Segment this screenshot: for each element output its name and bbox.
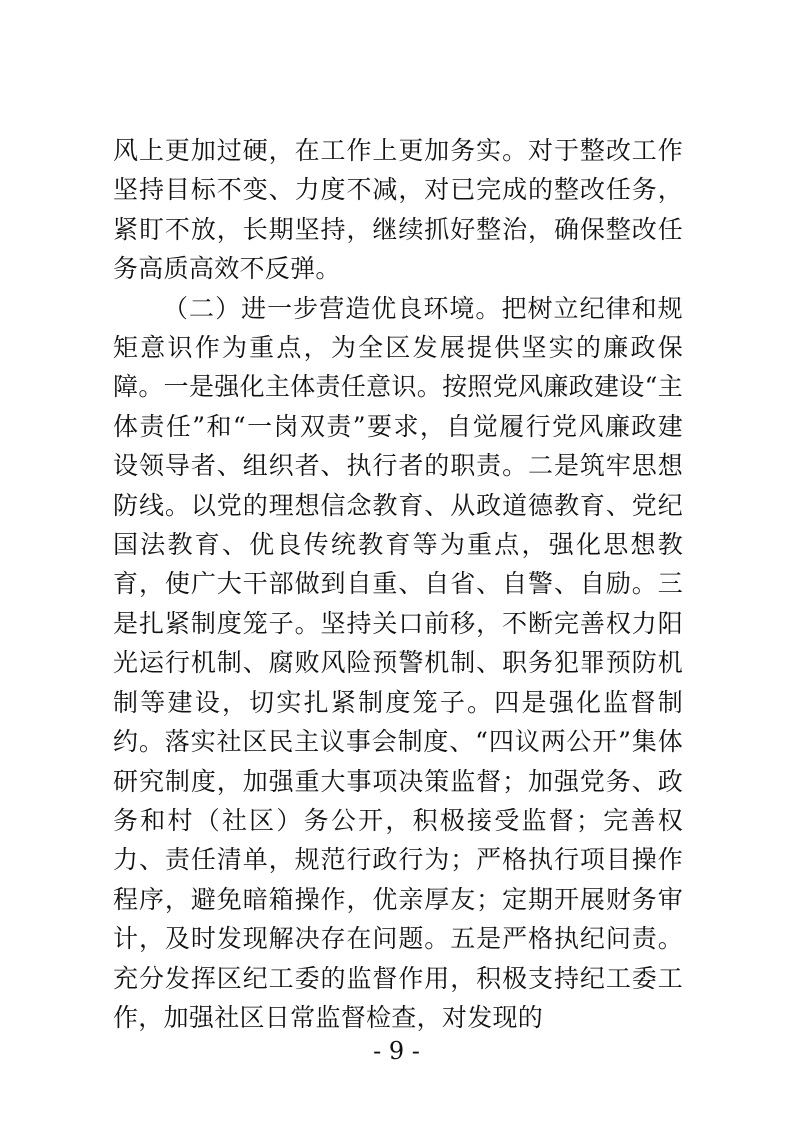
paragraph-continuation: 风上更加过硬，在工作上更加务实。对于整改工作坚持目标不变、力度不减，对已完成的整改任务，紧盯不放，长期坚持，继续抓好整治，确保整改任务高质高效不反弹。 bbox=[113, 136, 683, 284]
body-text bbox=[113, 131, 683, 1037]
page-number: - 9 - bbox=[373, 1037, 420, 1065]
paragraph-section-two: （二）进一步营造优良环境。把树立纪律和规矩意识作为重点，为全区发展提供坚实的廉政保障。一是强化主体责任意识。按照党风廉政建设“主体责任”和“一岗双责”要求，自觉履行党风廉政建设领导者、组织者、执行者的职责。二是筑牢思想防线。以党的理想信念教育、从政道德教育、党纪国法教育、优良传统教育等为重点，强化思想教育，使广大干部做到自重、自省、自警、自励。三是扎紧制度笼子。坚持关口前移，不断完善权力阳光运行机制、腐败风险预警机制、职务犯罪预防机制等建设，切实扎紧制度笼子。四是强化监督制约。落实社区民主议事会制度、“四议两公开”集体研究制度，加强重大事项决策监督；加强党务、政务和村（社区）务公开，积极接受监督；完善权力、责任清单，规范行政行为；严格执行项目操作程序，避免暗箱操作，优亲厚友；定期开展财务审计，及时发现解决存在问题。五是严格执纪问责。充分发挥区纪工委的监督作用，积极支持纪工委工作，加强社区日常监督检查，对发现的 bbox=[113, 293, 683, 1032]
